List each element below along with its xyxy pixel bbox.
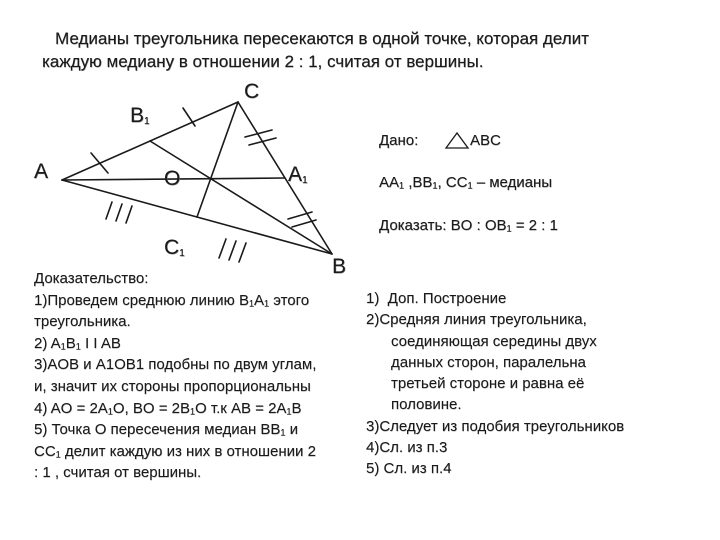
tick-AB-1b [116,204,122,221]
step-line: половине. [366,396,462,414]
tick-AB-2c [239,243,246,262]
label-point-C1: $C_1$ [164,236,185,259]
proof-line: 3)AOB и A1OB1 подобны по двум углам, [34,356,317,374]
proof-line: треугольника. [34,313,131,331]
tick-CB-1b [249,138,276,145]
given-label: Дано: [379,132,419,149]
tick-AB-2b [229,241,236,260]
triangle-symbol-icon [446,133,468,148]
step-line: данных сторон, паралельна [366,353,586,371]
tick-AC-1 [91,153,108,173]
title-line-1: Медианы треугольника пересекаются в одной точке, которая делит [55,29,589,48]
tick-AB-2a [219,239,226,258]
step-line: 1) Доп. Построение [366,290,507,307]
step-line: 3)Следует из подобия треугольников [366,417,625,435]
proof-line: CC₁ делит каждую из них в отношении 2 [34,442,316,460]
label-vertex-B: B [332,255,347,278]
proof-line: 2) A₁B₁ I I AB [34,334,121,352]
proof-line: 1)Проведем среднюю линию B₁A₁ этого [34,291,310,309]
label-point-A1: $A_1$ [288,163,308,186]
steps-block [366,288,624,480]
step-line: 5) Сл. из п.4 [366,460,452,478]
step-line: 4)Сл. из п.3 [366,439,448,457]
proof-heading: Доказательство: [34,270,149,287]
tick-AB-1a [106,202,112,219]
label-point-B1: $B_1$ [130,104,150,127]
given-medians: AA₁ ,BB₁, CC₁ – медианы [379,174,553,191]
step-line: соединяющая середины двух [366,332,597,350]
proof-line: 4) AO = 2A₁O, BO = 2B₁O т.к AB = 2A₁B [34,399,302,417]
proof-line: : 1 , считая от вершины. [34,464,202,482]
title-line-2: каждую медиану в отношении 2 : 1, считая от вершины. [42,52,484,71]
step-line: 2)Средняя линия треугольника, [366,311,587,329]
label-point-O: O [164,167,181,190]
proof-line: и, значит их стороны пропорциональны [34,377,311,395]
label-vertex-C: C [244,80,260,103]
median-CC1 [197,102,238,217]
step-line: третьей стороне и равна её [366,375,585,393]
prove-statement: Доказать: BO : OB₁ = 2 : 1 [379,217,558,234]
tick-AB-1c [126,206,132,223]
proof-block [34,268,316,484]
proof-line: 5) Точка O пересечения медиан BB₁ и [34,421,299,439]
label-vertex-A: A [34,160,49,183]
given-triangle: ABC [470,132,501,149]
